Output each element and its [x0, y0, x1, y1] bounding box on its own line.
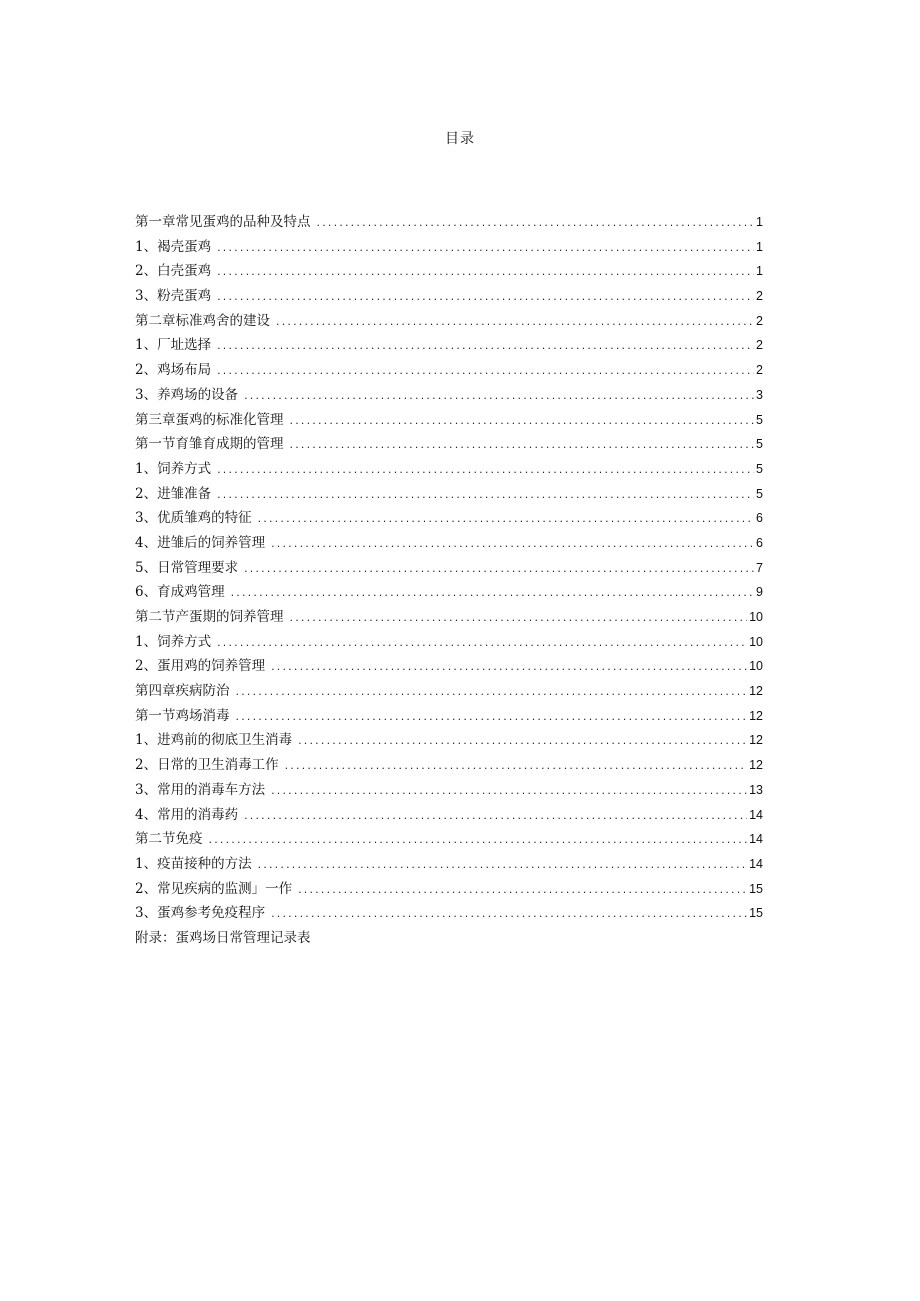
- toc-entry[interactable]: [135, 852, 763, 877]
- toc-leader-dots: [236, 710, 748, 723]
- toc-entry-page-number: 9: [756, 585, 763, 600]
- toc-entry-label: 3、蛋鸡参考免疫程序: [135, 905, 266, 922]
- toc-entry-page-number: 2: [756, 313, 763, 328]
- toc-leader-dots: [244, 809, 747, 822]
- toc-entry-label: 2、进雏准备: [135, 485, 212, 502]
- toc-entry[interactable]: [135, 259, 763, 284]
- toc-leader-dots: [217, 463, 754, 476]
- toc-entry-page-number: 14: [749, 832, 763, 847]
- toc-entry[interactable]: [135, 679, 763, 704]
- toc-entry-label: 第三章蛋鸡的标准化管理: [135, 411, 284, 428]
- toc-entry-page-number: 5: [756, 486, 763, 501]
- toc-entry-label: 第一节育雏育成期的管理: [135, 436, 284, 453]
- toc-entry-page-number: 13: [749, 782, 763, 797]
- toc-entry-label: 第二章标准鸡舍的建设: [135, 312, 270, 329]
- toc-leader-dots: [258, 512, 754, 525]
- toc-entry-page-number: 10: [749, 634, 763, 649]
- toc-entry[interactable]: [135, 506, 763, 531]
- toc-leader-dots: [209, 833, 748, 846]
- toc-entry[interactable]: [135, 235, 763, 260]
- toc-leader-dots: [271, 537, 754, 550]
- toc-entry-page-number: 2: [756, 338, 763, 353]
- toc-entry[interactable]: [135, 432, 763, 457]
- toc-entry-page-number: 5: [756, 437, 763, 452]
- toc-entry-label: 2、日常的卫生消毒工作: [135, 757, 279, 774]
- toc-list: [135, 210, 763, 951]
- toc-entry-page-number: 14: [749, 856, 763, 871]
- toc-leader-dots: [317, 216, 755, 229]
- toc-leader-dots: [217, 339, 754, 352]
- toc-leader-dots: [290, 611, 748, 624]
- toc-entry[interactable]: [135, 901, 763, 926]
- toc-entry-label: 2、蛋用鸡的饲养管理: [135, 658, 266, 675]
- toc-entry-label: 3、优质雏鸡的特征: [135, 510, 252, 527]
- toc-entry-page-number: 2: [756, 289, 763, 304]
- toc-entry-page-number: 1: [756, 215, 763, 229]
- toc-entry[interactable]: [135, 457, 763, 482]
- toc-entry[interactable]: [135, 654, 763, 679]
- toc-entry-label: 1、饲养方式: [135, 633, 212, 650]
- toc-entry-label: 1、疫苗接种的方法: [135, 855, 252, 872]
- toc-entry[interactable]: [135, 309, 763, 334]
- toc-entry-page-number: 10: [749, 659, 763, 674]
- toc-entry-page-number: 10: [749, 610, 763, 624]
- toc-title: 目录: [445, 131, 475, 147]
- toc-entry[interactable]: [135, 827, 763, 852]
- toc-entry-label: 5、日常管理要求: [135, 559, 239, 576]
- toc-leader-dots: [258, 858, 748, 871]
- toc-leader-dots: [285, 759, 748, 772]
- toc-entry-page-number: 3: [756, 387, 763, 402]
- toc-leader-dots: [290, 414, 755, 427]
- toc-entry-label: 4、常用的消毒药: [135, 806, 239, 823]
- toc-entry[interactable]: [135, 753, 763, 778]
- toc-entry-label: 2、鸡场布局: [135, 362, 212, 379]
- toc-entry-label: 1、褐壳蛋鸡: [135, 238, 212, 255]
- toc-entry[interactable]: [135, 630, 763, 655]
- toc-entry-label: 6、育成鸡管理: [135, 584, 225, 601]
- toc-entry[interactable]: [135, 556, 763, 581]
- toc-leader-dots: [217, 265, 754, 278]
- toc-entry-page-number: 1: [756, 239, 763, 254]
- toc-entry-page-number: 5: [756, 412, 763, 427]
- toc-leader-dots: [236, 685, 748, 698]
- toc-entry-page-number: 12: [749, 684, 763, 699]
- toc-entry-page-number: 6: [756, 535, 763, 550]
- toc-entry[interactable]: [135, 728, 763, 753]
- toc-leader-dots: [244, 389, 754, 402]
- toc-entry[interactable]: [135, 704, 763, 729]
- toc-entry-page-number: 15: [749, 906, 763, 921]
- toc-entry-label: 1、厂址选择: [135, 337, 212, 354]
- toc-entry[interactable]: [135, 284, 763, 309]
- toc-leader-dots: [271, 784, 747, 797]
- toc-entry-page-number: 1: [756, 264, 763, 279]
- toc-entry-page-number: 14: [749, 807, 763, 822]
- toc-entry[interactable]: [135, 333, 763, 358]
- toc-entry[interactable]: [135, 210, 763, 235]
- toc-entry-page-number: 6: [756, 511, 763, 526]
- toc-entry[interactable]: [135, 803, 763, 828]
- toc-entry-label: 2、常见疾病的监测」一作: [135, 880, 293, 897]
- toc-entry-label: 第二节产蛋期的饲养管理: [135, 609, 284, 625]
- toc-entry[interactable]: [135, 877, 763, 902]
- toc-leader-dots: [217, 488, 754, 501]
- toc-leader-dots: [290, 438, 755, 451]
- toc-leader-dots: [271, 660, 747, 673]
- toc-entry-label: 3、粉壳蛋鸡: [135, 288, 212, 305]
- toc-leader-dots: [276, 315, 754, 328]
- toc-leader-dots: [244, 562, 754, 575]
- toc-leader-dots: [298, 734, 747, 747]
- toc-entry-label: 第二节免疫: [135, 831, 203, 848]
- toc-entry[interactable]: [135, 531, 763, 556]
- toc-entry-page-number: 15: [749, 881, 763, 896]
- toc-leader-dots: [217, 636, 747, 649]
- toc-leader-dots: [271, 907, 747, 920]
- toc-leader-dots: [217, 290, 754, 303]
- toc-leader-dots: [217, 364, 754, 377]
- toc-entry-page-number: 12: [749, 708, 763, 723]
- toc-entry-label: 3、常用的消毒车方法: [135, 781, 266, 798]
- toc-entry-label: 3、养鸡场的设备: [135, 386, 239, 403]
- toc-entry-page-number: 12: [749, 733, 763, 748]
- toc-entry[interactable]: [135, 358, 763, 383]
- toc-entry-page-number: 2: [756, 363, 763, 378]
- toc-leader-dots: [231, 586, 754, 599]
- toc-entry-label: 4、进雏后的饲养管理: [135, 534, 266, 551]
- toc-entry[interactable]: [135, 580, 763, 605]
- toc-entry[interactable]: [135, 605, 763, 630]
- toc-entry-label: 第一章常见蛋鸡的品种及特点: [135, 214, 311, 230]
- toc-entry[interactable]: [135, 482, 763, 507]
- toc-entry-page-number: 12: [749, 758, 763, 773]
- toc-leader-dots: [298, 883, 747, 896]
- toc-entry[interactable]: [135, 408, 763, 433]
- toc-entry-page-number: 5: [756, 461, 763, 476]
- toc-entry-label: 2、白壳蛋鸡: [135, 263, 212, 280]
- toc-leader-dots: [217, 241, 754, 254]
- toc-entry[interactable]: [135, 778, 763, 803]
- toc-entry[interactable]: [135, 383, 763, 408]
- toc-entry-label: 第一节鸡场消毒: [135, 707, 230, 724]
- toc-appendix[interactable]: 附录：蛋鸡场日常管理记录表: [135, 929, 311, 946]
- toc-entry-label: 1、进鸡前的彻底卫生消毒: [135, 732, 293, 749]
- toc-entry-page-number: 7: [756, 560, 763, 575]
- toc-entry-label: 第四章疾病防治: [135, 683, 230, 700]
- toc-entry-label: 1、饲养方式: [135, 460, 212, 477]
